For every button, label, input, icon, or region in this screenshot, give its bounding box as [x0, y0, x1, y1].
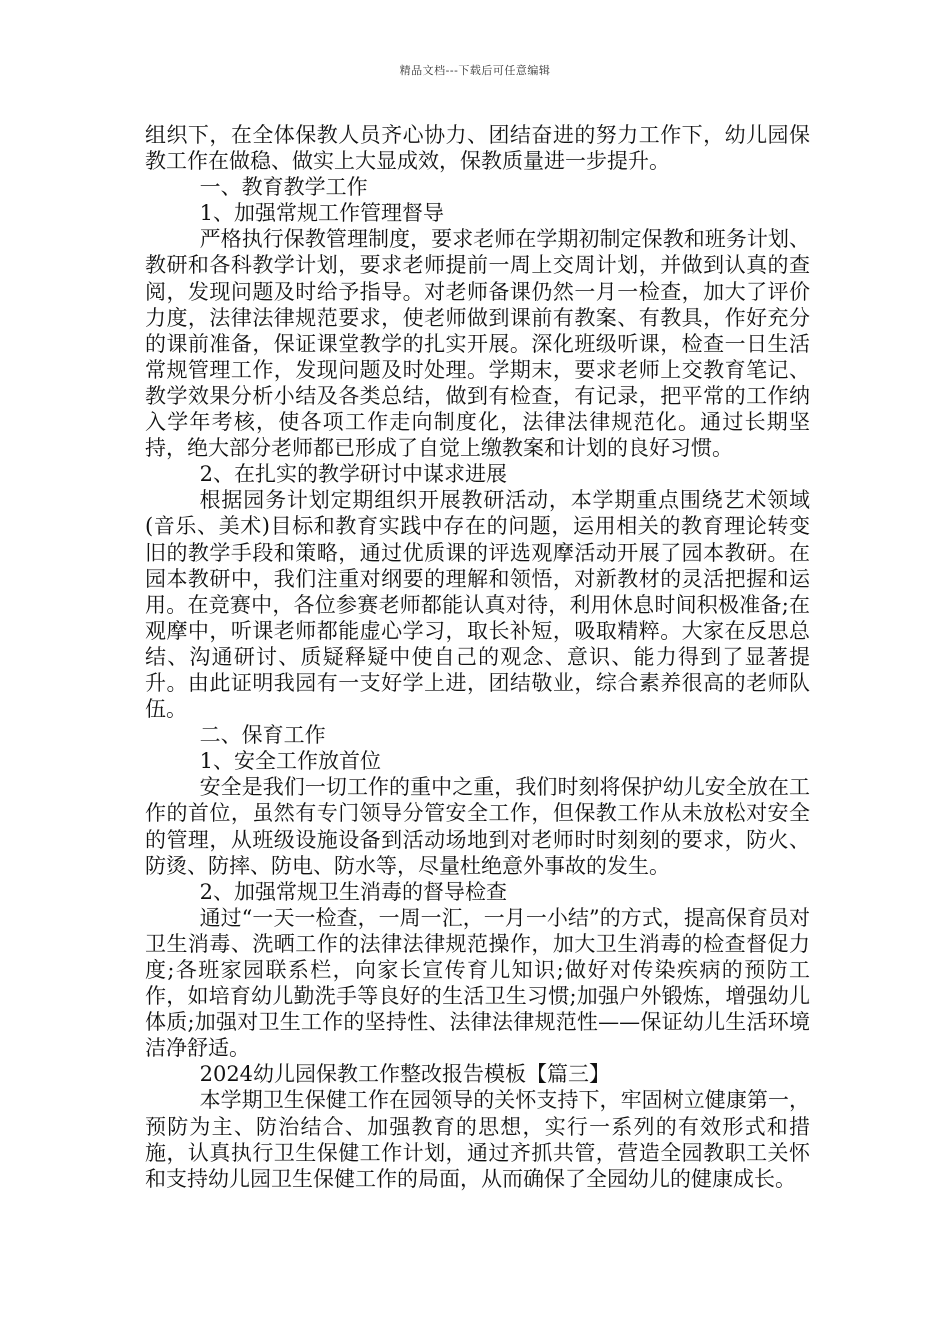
document-body — [145, 122, 810, 1192]
paragraph: 严格执行保教管理制度，要求老师在学期初制定保教和班务计划、教研和各科教学计划，要求老师提前一周上交周计划，并做到认真的查阅，发现问题及时给予指导。对老师备课仍然一月一检查，加大了评价力度，法律法律规范要求，使老师做到课前有教案、有教具，作好充分的课前准备，保证课堂教学的扎实开展。深化班级听课，检查一日生活常规管理工作，发现问题及时处理。学期末，要求老师上交教育笔记、教学效果分析小结及各类总结，做到有检查，有记录，把平常的工作纳入学年考核，使各项工作走向制度化，法律法律规范化。通过长期坚持，绝大部分老师都已形成了自觉上缴教案和计划的良好习惯。 — [145, 227, 810, 461]
paragraph: 组织下，在全体保教人员齐心协力、团结奋进的努力工作下，幼儿园保教工作在做稳、做实上大显成效，保教质量进一步提升。 — [145, 123, 810, 174]
subsection-heading: 2、在扎实的教学研讨中谋求进展 — [199, 462, 507, 487]
subsection-heading: 2、加强常规卫生消毒的督导检查 — [199, 879, 507, 904]
paragraph: 根据园务计划定期组织开展教研活动，本学期重点围绕艺术领域(音乐、美术)目标和教育实践中存在的问题，运用相关的教育理论转变旧的教学手段和策略，通过优质课的评选观摩活动开展了园本教研。在园本教研中，我们注重对纲要的理解和领悟，对新教材的灵活把握和运用。在竞赛中，各位参赛老师都能认真对待，利用休息时间积极准备;在观摩中，听课老师都能虚心学习，取长补短，吸取精粹。大家在反思总结、沟通研讨、质疑释疑中使自己的观念、意识、能力得到了显著提升。由此证明我园有一支好学上进，团结敬业，综合素养很高的老师队伍。 — [145, 488, 810, 722]
page-header: 精品文档---下载后可任意编辑 — [399, 64, 551, 77]
subsection-heading: 1、加强常规工作管理督导 — [199, 201, 444, 226]
section-heading: 一、教育教学工作 — [199, 175, 368, 200]
section-heading: 二、保育工作 — [199, 723, 326, 748]
paragraph: 通过“一天一检查，一周一汇，一月一小结”的方式，提高保育员对卫生消毒、洗晒工作的法律法律规范操作，加大卫生消毒的检查督促力度;各班家园联系栏，向家长宣传育儿知识;做好对传染疾病的预防工作，如培育幼儿勤洗手等良好的生活卫生习惯;加强户外锻炼，增强幼儿体质;加强对卫生工作的坚持性、法律法律规范性——保证幼儿生活环境洁净舒适。 — [145, 905, 810, 1061]
article-title: 2024幼儿园保教工作整改报告模板【篇三】 — [199, 1062, 611, 1087]
paragraph: 本学期卫生保健工作在园领导的关怀支持下，牢固树立健康第一，预防为主、防治结合、加强教育的思想，实行一系列的有效形式和措施，认真执行卫生保健工作计划，通过齐抓共管，营造全园教职工关怀和支持幼儿园卫生保健工作的局面，从而确保了全园幼儿的健康成长。 — [145, 1088, 810, 1191]
subsection-heading: 1、安全工作放首位 — [199, 749, 381, 774]
paragraph: 安全是我们一切工作的重中之重，我们时刻将保护幼儿安全放在工作的首位，虽然有专门领导分管安全工作，但保教工作从未放松对安全的管理，从班级设施设备到活动场地到对老师时时刻刻的要求，防火、防烫、防摔、防电、防水等，尽量杜绝意外事故的发生。 — [145, 775, 810, 878]
